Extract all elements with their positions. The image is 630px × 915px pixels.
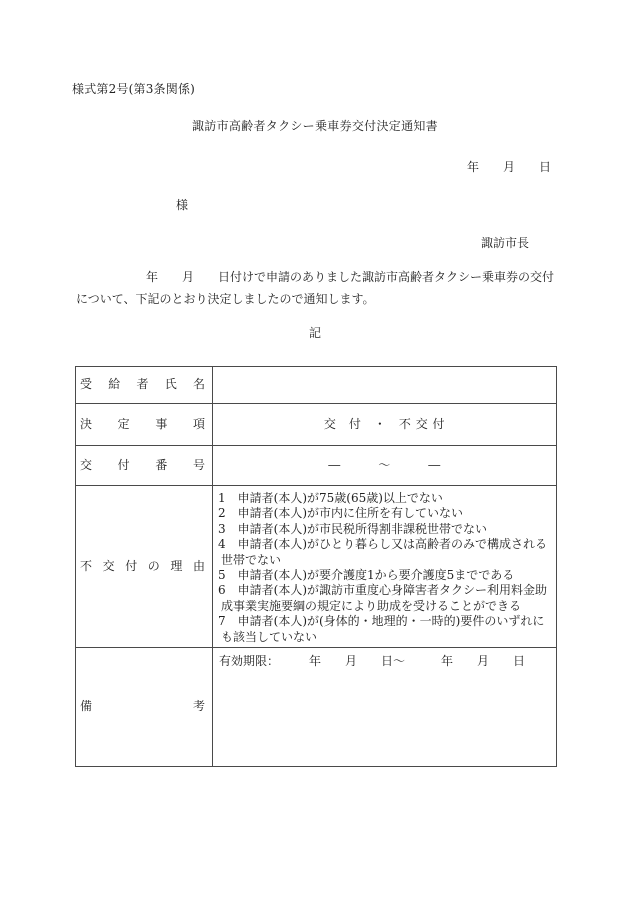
table-row-recipient-name [76,367,557,404]
rejection-reason-label: 不交付の理由 [76,486,213,648]
grant-number-value: ― ～ ― [213,446,557,486]
rejection-reason-7: 7 申請者(本人)が(身体的・地理的・一時的)要件のいずれにも該当していない [218,614,545,644]
record-heading: 記 [308,326,321,340]
validity-period-line: 有効期限： 年 月 日～ 年 月 日 [219,654,526,669]
recipient-name-value [213,367,557,404]
rejection-reason-1: 1 申請者(本人)が75歳(65歳)以上でない [218,491,443,505]
grant-number-label: 交付番号 [76,446,213,486]
table-row-grant-number [76,446,557,486]
page-title: 諏訪市高齢者タクシー乗車券交付決定通知書 [191,119,438,133]
sender-mayor: 諏訪市長 [481,236,530,250]
decision-label: 決定事項 [76,404,213,446]
table-row-decision [76,404,557,446]
rejection-reasons-list [213,486,557,648]
body-line-2: について、下記のとおり決定しましたので通知します。 [76,292,375,306]
form-number: 様式第2号(第3条関係) [72,82,196,96]
issue-date-line: 年 月 日 [466,160,551,174]
rejection-reason-4: 4 申請者(本人)がひとり暮らし又は高齢者のみで構成される世帯でない [218,537,548,567]
recipient-name-label: 受給者氏名 [76,367,213,404]
remarks-value [213,648,557,767]
decision-table [75,366,557,767]
addressee-honorific: 様 [176,198,189,212]
rejection-reason-5: 5 申請者(本人)が要介護度1から要介護度5までである [218,568,515,583]
rejection-reason-6: 6 申請者(本人)が諏訪市重度心身障害者タクシー利用料金助成事業実施要綱の規定により助成を受けることができる [218,583,548,613]
table-row-remarks [76,648,557,767]
table-row-rejection-reasons [76,486,557,648]
body-paragraph [76,266,558,310]
rejection-reason-3: 3 申請者(本人)が市民税所得割非課税世帯でない [218,521,487,536]
remarks-label: 備考 [76,648,213,767]
rejection-reason-2: 2 申請者(本人)が市内に住所を有していない [218,506,463,521]
decision-value: 交 付 ・ 不 交 付 [213,404,557,446]
body-line-1: 年 月 日付けで申請のありました諏訪市高齢者タクシー乗車券の交付 [146,270,555,284]
